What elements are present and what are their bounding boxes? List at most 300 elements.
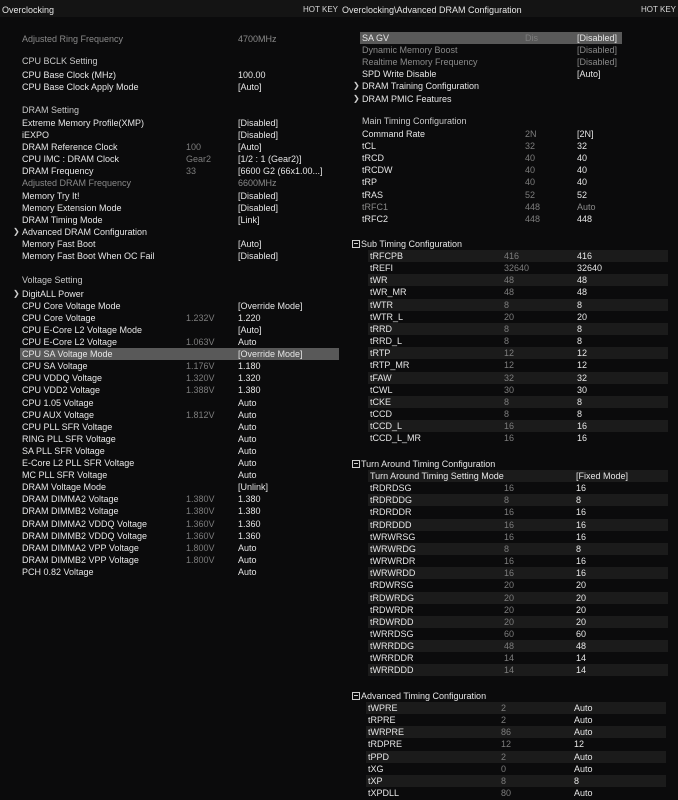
setting-row-twrrddd[interactable] (368, 664, 668, 676)
setting-row-turn-around-timing-setting-mode[interactable] (368, 470, 668, 482)
setting-row-tcl[interactable] (360, 140, 622, 152)
setting-value[interactable]: 40 (577, 165, 588, 175)
setting-label: CPU VDDQ Voltage (22, 373, 103, 383)
setting-value[interactable]: Auto (574, 715, 593, 726)
setting-value[interactable]: 8 (576, 495, 582, 506)
setting-value[interactable]: [Link] (238, 215, 260, 225)
setting-current-reading: 16 (504, 421, 515, 432)
setting-label: DRAM Training Configuration (362, 81, 480, 91)
chevron-right-icon: ❯ (13, 227, 20, 236)
setting-value[interactable]: 1.220 (238, 313, 261, 323)
setting-value[interactable]: 32 (577, 372, 588, 383)
setting-current-reading: 14 (504, 653, 515, 664)
setting-row-trpre[interactable] (366, 714, 676, 726)
setting-current-reading: 1.388V (186, 385, 215, 395)
setting-value[interactable]: [Auto] (577, 69, 601, 79)
left-hotkey[interactable]: HOT KEY (303, 5, 338, 14)
setting-value[interactable]: [Auto] (238, 325, 262, 335)
setting-value[interactable]: [2N] (577, 129, 594, 139)
setting-label: tWTR_L (370, 311, 404, 322)
setting-value[interactable]: 16 (576, 519, 587, 530)
setting-value[interactable]: Auto (574, 788, 593, 799)
setting-value[interactable]: [Override Mode] (238, 301, 303, 311)
setting-value[interactable]: [Fixed Mode] (576, 471, 629, 481)
setting-row-trdrdsg[interactable] (368, 482, 668, 494)
setting-value[interactable]: 16 (576, 531, 587, 542)
setting-current-reading: 1.232V (186, 313, 215, 323)
setting-row-dram-training-configuration[interactable] (353, 80, 622, 92)
setting-row-tccd[interactable] (368, 408, 668, 420)
setting-value[interactable]: Auto (238, 446, 257, 456)
setting-row-digitall-power[interactable] (13, 288, 339, 300)
setting-label: iEXPO (22, 130, 50, 140)
setting-current-reading: Gear2 (186, 154, 212, 164)
setting-current-reading: 16 (504, 519, 515, 530)
setting-value[interactable]: 14 (576, 653, 587, 664)
chevron-right-icon: ❯ (353, 94, 360, 103)
setting-row-twr[interactable] (368, 274, 668, 286)
setting-label: tRFC2 (362, 214, 389, 224)
setting-value[interactable]: Auto (238, 458, 257, 468)
setting-row-trdrddd[interactable] (368, 519, 668, 531)
setting-label: DRAM Frequency (22, 166, 94, 176)
setting-value[interactable]: 416 (577, 251, 593, 261)
setting-current-reading: 48 (504, 641, 515, 652)
setting-label: DRAM Timing Mode (22, 215, 103, 225)
setting-value[interactable]: [Auto] (238, 239, 262, 249)
setting-row-memory-try-it[interactable] (20, 190, 339, 202)
setting-row-tras[interactable] (360, 189, 622, 201)
setting-row-cpu-vdd2-voltage[interactable] (20, 384, 339, 396)
setting-value[interactable]: 8 (577, 323, 583, 334)
setting-value[interactable]: [Unlink] (238, 482, 269, 492)
setting-value[interactable]: 8 (577, 299, 583, 310)
setting-row-dram-frequency[interactable] (20, 165, 339, 177)
setting-row-cpu-base-clock-mhz[interactable] (20, 69, 339, 81)
setting-value[interactable]: 1.380 (238, 385, 261, 395)
setting-value[interactable]: 32640 (577, 263, 603, 274)
setting-label: SPD Write Disable (362, 69, 437, 79)
setting-row-cpu-imc-dram-clock[interactable] (20, 153, 339, 165)
setting-row-trrd[interactable] (368, 323, 668, 335)
setting-row-twpre[interactable] (366, 702, 676, 714)
setting-label: DRAM DIMMB2 VDDQ Voltage (22, 531, 148, 541)
setting-value[interactable]: 48 (577, 275, 588, 286)
setting-value[interactable]: Auto (238, 555, 257, 565)
setting-label: tWRWRDG (370, 543, 416, 554)
collapse-icon[interactable] (352, 240, 360, 248)
setting-value[interactable]: 40 (577, 177, 588, 187)
setting-value[interactable]: [Disabled] (238, 203, 279, 213)
setting-current-reading: 33 (186, 166, 197, 176)
setting-label: tRCDW (362, 165, 393, 175)
setting-label: DRAM Voltage Mode (22, 482, 107, 492)
setting-current-reading: 32 (525, 141, 536, 151)
setting-label: tRDWRDD (370, 616, 414, 627)
setting-label: Advanced DRAM Configuration (22, 227, 148, 237)
setting-value[interactable]: Auto (238, 543, 257, 553)
setting-row-trdrddr[interactable] (368, 506, 668, 518)
section-header-turn-around-timing-configuration[interactable] (352, 458, 672, 470)
setting-row-twr-mr[interactable] (368, 286, 668, 298)
setting-label: tWR (370, 275, 388, 286)
setting-current-reading: 1.812V (186, 410, 215, 420)
setting-row-dram-dimma2-vpp-voltage[interactable] (20, 542, 339, 554)
setting-label: tWRRDSG (370, 628, 414, 639)
setting-value[interactable]: Auto (238, 337, 257, 347)
setting-value[interactable]: [Auto] (238, 82, 262, 92)
setting-row-txpdll[interactable] (366, 787, 676, 799)
setting-row-memory-extension-mode[interactable] (20, 202, 339, 214)
setting-row-dram-reference-clock[interactable] (20, 141, 339, 153)
setting-row-cpu-core-voltage[interactable] (20, 312, 339, 324)
setting-current-reading: 1.360V (186, 519, 215, 529)
setting-value[interactable]: [Disabled] (238, 118, 279, 128)
setting-label: SA GV (362, 33, 390, 43)
setting-current-reading: 40 (525, 165, 536, 175)
setting-label: tCL (362, 141, 377, 151)
setting-value[interactable]: [Disabled] (238, 191, 279, 201)
section-header-sub-timing-configuration[interactable] (352, 238, 672, 250)
setting-current-reading: 16 (504, 507, 515, 518)
setting-row-tcwl[interactable] (368, 384, 668, 396)
setting-label: tWRWRDR (370, 556, 416, 567)
setting-label: MC PLL SFR Voltage (22, 470, 108, 480)
setting-label: Adjusted Ring Frequency (22, 34, 124, 44)
setting-row-tppd[interactable] (366, 751, 676, 763)
setting-value[interactable]: [Override Mode] (238, 349, 303, 359)
setting-row-tcke[interactable] (368, 396, 668, 408)
setting-label: tXG (368, 763, 384, 774)
setting-label: DRAM DIMMB2 Voltage (22, 506, 119, 516)
setting-label: tWPRE (368, 703, 398, 713)
setting-row-dram-timing-mode[interactable] (20, 214, 339, 226)
setting-current-reading: 8 (504, 336, 510, 347)
setting-row-trcdw[interactable] (360, 164, 622, 176)
setting-label: PCH 0.82 Voltage (22, 567, 94, 577)
setting-label: tRCD (362, 153, 384, 163)
setting-row-tfaw[interactable] (368, 372, 668, 384)
setting-value[interactable]: [Disabled] (238, 130, 279, 140)
setting-row-iexpo[interactable] (20, 129, 339, 141)
setting-value[interactable]: Auto (238, 470, 257, 480)
right-hotkey[interactable]: HOT KEY (641, 5, 676, 14)
setting-row-cpu-sa-voltage[interactable] (20, 360, 339, 372)
setting-label: tWR_MR (370, 287, 407, 298)
setting-current-reading: 8 (504, 543, 510, 554)
setting-value: 4700MHz (238, 34, 277, 44)
setting-row-trtp-mr[interactable] (368, 359, 668, 371)
setting-label: Realtime Memory Frequency (362, 57, 478, 67)
setting-row-dram-dimmb2-voltage[interactable] (20, 505, 339, 517)
setting-row-trp[interactable] (360, 176, 622, 188)
setting-row-dram-voltage-mode[interactable] (20, 481, 339, 493)
setting-current-reading: 8 (504, 408, 510, 419)
setting-row-cpu-vddq-voltage[interactable] (20, 372, 339, 384)
setting-value[interactable]: 1.360 (238, 531, 261, 541)
setting-value[interactable]: [Disabled] (238, 251, 279, 261)
setting-label: tRDRDDD (370, 519, 412, 530)
setting-value[interactable]: 20 (577, 311, 588, 322)
setting-label: tWRRDDR (370, 653, 414, 664)
setting-value[interactable]: 1.320 (238, 373, 261, 383)
setting-value[interactable]: 48 (577, 287, 588, 298)
setting-label: tWRWRSG (370, 531, 416, 542)
setting-value[interactable]: 40 (577, 153, 588, 163)
setting-value[interactable]: 16 (576, 568, 587, 579)
setting-value[interactable]: 8 (577, 336, 583, 347)
setting-label: tREFI (370, 263, 394, 274)
setting-current-reading: 0 (501, 763, 507, 774)
setting-row-txp[interactable] (366, 775, 676, 787)
setting-row-twrwrsg[interactable] (368, 531, 668, 543)
setting-value[interactable]: [1/2 : 1 (Gear2)] (238, 154, 302, 164)
setting-row-adjusted-dram-frequency (20, 177, 339, 189)
setting-row-twtr[interactable] (368, 299, 668, 311)
setting-current-reading: Dis (525, 33, 538, 43)
setting-current-reading: 2N (525, 129, 537, 139)
setting-label: DRAM DIMMA2 VDDQ Voltage (22, 519, 148, 529)
setting-current-reading: 1.380V (186, 506, 215, 516)
setting-row-dram-pmic-features[interactable] (353, 93, 622, 105)
setting-value[interactable]: 1.380 (238, 494, 261, 504)
setting-label: tRDPRE (368, 739, 403, 750)
setting-label: tRPRE (368, 715, 396, 726)
setting-value[interactable]: 52 (577, 190, 588, 200)
setting-row-twrwrdg[interactable] (368, 543, 668, 555)
setting-row-sa-gv[interactable] (360, 32, 622, 44)
chevron-right-icon: ❯ (353, 81, 360, 90)
setting-row-pch-0-82-voltage[interactable] (20, 566, 339, 578)
setting-row-cpu-e-core-l2-voltage-mode[interactable] (20, 324, 339, 336)
setting-row-trfcpb[interactable] (368, 250, 668, 262)
setting-value[interactable]: 16 (576, 507, 587, 518)
setting-value[interactable]: 12 (577, 360, 588, 371)
setting-row-tccd-l-mr[interactable] (368, 432, 668, 444)
setting-row-twrpre[interactable] (366, 726, 676, 738)
setting-current-reading: 416 (504, 251, 520, 261)
setting-current-reading: 1.320V (186, 373, 215, 383)
setting-value[interactable]: 8 (576, 543, 582, 554)
setting-row-trrd-l[interactable] (368, 335, 668, 347)
setting-row-cpu-base-clock-apply-mode[interactable] (20, 81, 339, 93)
setting-row-cpu-pll-sfr-voltage[interactable] (20, 421, 339, 433)
setting-label: tRDRDDR (370, 507, 412, 518)
setting-label: tRTP_MR (370, 360, 410, 371)
setting-row-twrwrdd[interactable] (368, 567, 668, 579)
setting-current-reading: 40 (525, 177, 536, 187)
setting-current-reading: 16 (504, 556, 515, 567)
setting-value[interactable]: Auto (238, 434, 257, 444)
setting-value[interactable]: Auto (574, 703, 593, 713)
setting-label: CPU AUX Voltage (22, 410, 95, 420)
setting-current-reading: 8 (504, 495, 510, 506)
setting-row-mc-pll-sfr-voltage[interactable] (20, 469, 339, 481)
setting-current-reading: 16 (504, 568, 515, 579)
setting-label: Memory Extension Mode (22, 203, 122, 213)
setting-row-txg[interactable] (366, 763, 676, 775)
setting-row-cpu-core-voltage-mode[interactable] (20, 300, 339, 312)
setting-value[interactable]: 8 (574, 775, 580, 786)
setting-row-dram-dimmb2-vddq-voltage[interactable] (20, 530, 339, 542)
setting-value[interactable]: 48 (576, 641, 587, 652)
setting-label: CPU 1.05 Voltage (22, 398, 94, 408)
setting-value[interactable]: Auto (238, 398, 257, 408)
setting-current-reading: 8 (504, 323, 510, 334)
setting-value[interactable]: 100.00 (238, 70, 266, 80)
setting-row-trfc2[interactable] (360, 213, 622, 225)
setting-label: CPU SA Voltage Mode (22, 349, 113, 359)
setting-value[interactable]: 16 (576, 556, 587, 567)
setting-row-trefi[interactable] (368, 262, 668, 274)
setting-current-reading: 1.800V (186, 543, 215, 553)
setting-value[interactable]: 20 (576, 616, 587, 627)
setting-row-advanced-dram-configuration[interactable] (13, 226, 339, 238)
setting-label: DRAM Reference Clock (22, 142, 118, 152)
setting-row-trtp[interactable] (368, 347, 668, 359)
setting-row-adjusted-ring-frequency (20, 33, 339, 45)
setting-row-e-core-l2-pll-sfr-voltage[interactable] (20, 457, 339, 469)
setting-row-main-timing-configuration (360, 115, 622, 127)
setting-value: [Disabled] (577, 45, 618, 55)
setting-row-twrrdsg[interactable] (368, 628, 668, 640)
setting-value[interactable]: 12 (577, 348, 588, 359)
setting-value[interactable]: 16 (576, 483, 587, 494)
setting-value[interactable]: 8 (577, 396, 583, 407)
setting-value[interactable]: 60 (576, 628, 587, 639)
setting-value[interactable]: Auto (238, 410, 257, 420)
section-header-advanced-timing-configuration[interactable] (352, 690, 672, 702)
setting-value[interactable]: [6600 G2 (66x1.00...] (238, 166, 323, 176)
setting-label: DigitALL Power (22, 289, 84, 299)
setting-label: DRAM Setting (22, 105, 80, 115)
setting-label: tPPD (368, 751, 390, 762)
setting-current-reading: 2 (501, 715, 507, 726)
setting-row-tccd-l[interactable] (368, 420, 668, 432)
setting-label: tRDWRDR (370, 604, 414, 615)
setting-label: DRAM PMIC Features (362, 94, 452, 104)
right-title-bar (340, 0, 678, 17)
collapse-icon[interactable] (352, 692, 360, 700)
setting-row-cpu-sa-voltage-mode[interactable] (20, 348, 339, 360)
setting-row-cpu-1-05-voltage[interactable] (20, 397, 339, 409)
setting-row-dram-dimmb2-vpp-voltage[interactable] (20, 554, 339, 566)
setting-value[interactable]: 30 (577, 384, 588, 395)
section-title: Advanced Timing Configuration (361, 691, 487, 701)
setting-value[interactable]: Auto (238, 422, 257, 432)
setting-value[interactable]: 1.360 (238, 519, 261, 529)
setting-value[interactable]: 16 (577, 421, 588, 432)
setting-current-reading: 1.176V (186, 361, 215, 371)
setting-value[interactable]: Auto (238, 567, 257, 577)
setting-value[interactable]: 20 (576, 580, 587, 591)
setting-value[interactable]: 448 (577, 214, 593, 224)
setting-label: tRDRDDG (370, 495, 412, 506)
right-panel-title: Overclocking\Advanced DRAM Configuration (342, 5, 522, 15)
setting-row-trdrddg[interactable] (368, 494, 668, 506)
setting-row-twrwrdr[interactable] (368, 555, 668, 567)
setting-row-extreme-memory-profile-xmp[interactable] (20, 117, 339, 129)
setting-row-cpu-aux-voltage[interactable] (20, 409, 339, 421)
setting-row-twrrddg[interactable] (368, 640, 668, 652)
setting-value[interactable]: 20 (576, 604, 587, 615)
setting-value[interactable]: 32 (577, 141, 588, 151)
setting-label: Voltage Setting (22, 275, 83, 285)
setting-row-twtr-l[interactable] (368, 311, 668, 323)
setting-value[interactable]: [Auto] (238, 142, 262, 152)
setting-current-reading: 16 (504, 483, 515, 494)
setting-value[interactable]: 14 (576, 665, 587, 676)
setting-label: Command Rate (362, 129, 426, 139)
setting-current-reading: 1.063V (186, 337, 215, 347)
setting-label: tRFC1 (362, 202, 389, 212)
left-title-bar (0, 0, 340, 17)
setting-label: Main Timing Configuration (362, 116, 467, 126)
setting-value[interactable]: 16 (577, 433, 588, 444)
setting-value: [Disabled] (577, 57, 618, 67)
setting-row-memory-fast-boot-when-oc-fail[interactable] (20, 250, 339, 262)
setting-current-reading: 30 (504, 384, 515, 395)
setting-current-reading: 48 (504, 275, 515, 286)
setting-row-sa-pll-sfr-voltage[interactable] (20, 445, 339, 457)
setting-current-reading: 32640 (504, 263, 530, 274)
setting-row-memory-fast-boot[interactable] (20, 238, 339, 250)
setting-row-trdwrsg[interactable] (368, 579, 668, 591)
setting-row-twrrddr[interactable] (368, 652, 668, 664)
setting-value[interactable]: [Disabled] (577, 33, 618, 43)
setting-row-ring-pll-sfr-voltage[interactable] (20, 433, 339, 445)
setting-value[interactable]: 8 (577, 408, 583, 419)
setting-row-trdpre[interactable] (366, 738, 676, 750)
left-panel-title: Overclocking (2, 5, 55, 15)
setting-row-trdwrdd[interactable] (368, 616, 668, 628)
setting-current-reading: 1.360V (186, 531, 215, 541)
setting-label: tRAS (362, 190, 384, 200)
setting-value[interactable]: Auto (574, 727, 593, 738)
setting-value[interactable]: Auto (574, 751, 593, 762)
setting-label: DRAM DIMMB2 VPP Voltage (22, 555, 139, 565)
setting-row-dram-dimma2-voltage[interactable] (20, 493, 339, 505)
setting-label: tWRRDDG (370, 641, 414, 652)
setting-value[interactable]: 12 (574, 739, 585, 750)
setting-label: tXP (368, 775, 383, 786)
setting-row-trcd[interactable] (360, 152, 622, 164)
setting-value[interactable]: 1.180 (238, 361, 261, 371)
right-panel (340, 0, 678, 800)
setting-value[interactable]: 20 (576, 592, 587, 603)
setting-row-trdwrdr[interactable] (368, 604, 668, 616)
setting-value[interactable]: Auto (574, 763, 593, 774)
setting-row-dram-dimma2-vddq-voltage[interactable] (20, 518, 339, 530)
setting-row-command-rate[interactable] (360, 128, 622, 140)
setting-label: tRRD_L (370, 336, 403, 347)
setting-row-trfc1 (360, 201, 622, 213)
collapse-icon[interactable] (352, 460, 360, 468)
setting-current-reading: 20 (504, 592, 515, 603)
setting-value[interactable]: 1.380 (238, 506, 261, 516)
setting-label: CPU E-Core L2 Voltage (22, 337, 118, 347)
setting-label: Memory Fast Boot When OC Fail (22, 251, 155, 261)
setting-row-cpu-e-core-l2-voltage[interactable] (20, 336, 339, 348)
setting-label: tWTR (370, 299, 393, 310)
setting-label: tRDWRSG (370, 580, 414, 591)
setting-row-spd-write-disable[interactable] (360, 68, 622, 80)
setting-current-reading: 16 (504, 433, 515, 444)
setting-label: tCCD_L (370, 421, 403, 432)
setting-row-trdwrdg[interactable] (368, 592, 668, 604)
setting-label: tRTP (370, 348, 391, 359)
chevron-right-icon: ❯ (13, 289, 20, 298)
